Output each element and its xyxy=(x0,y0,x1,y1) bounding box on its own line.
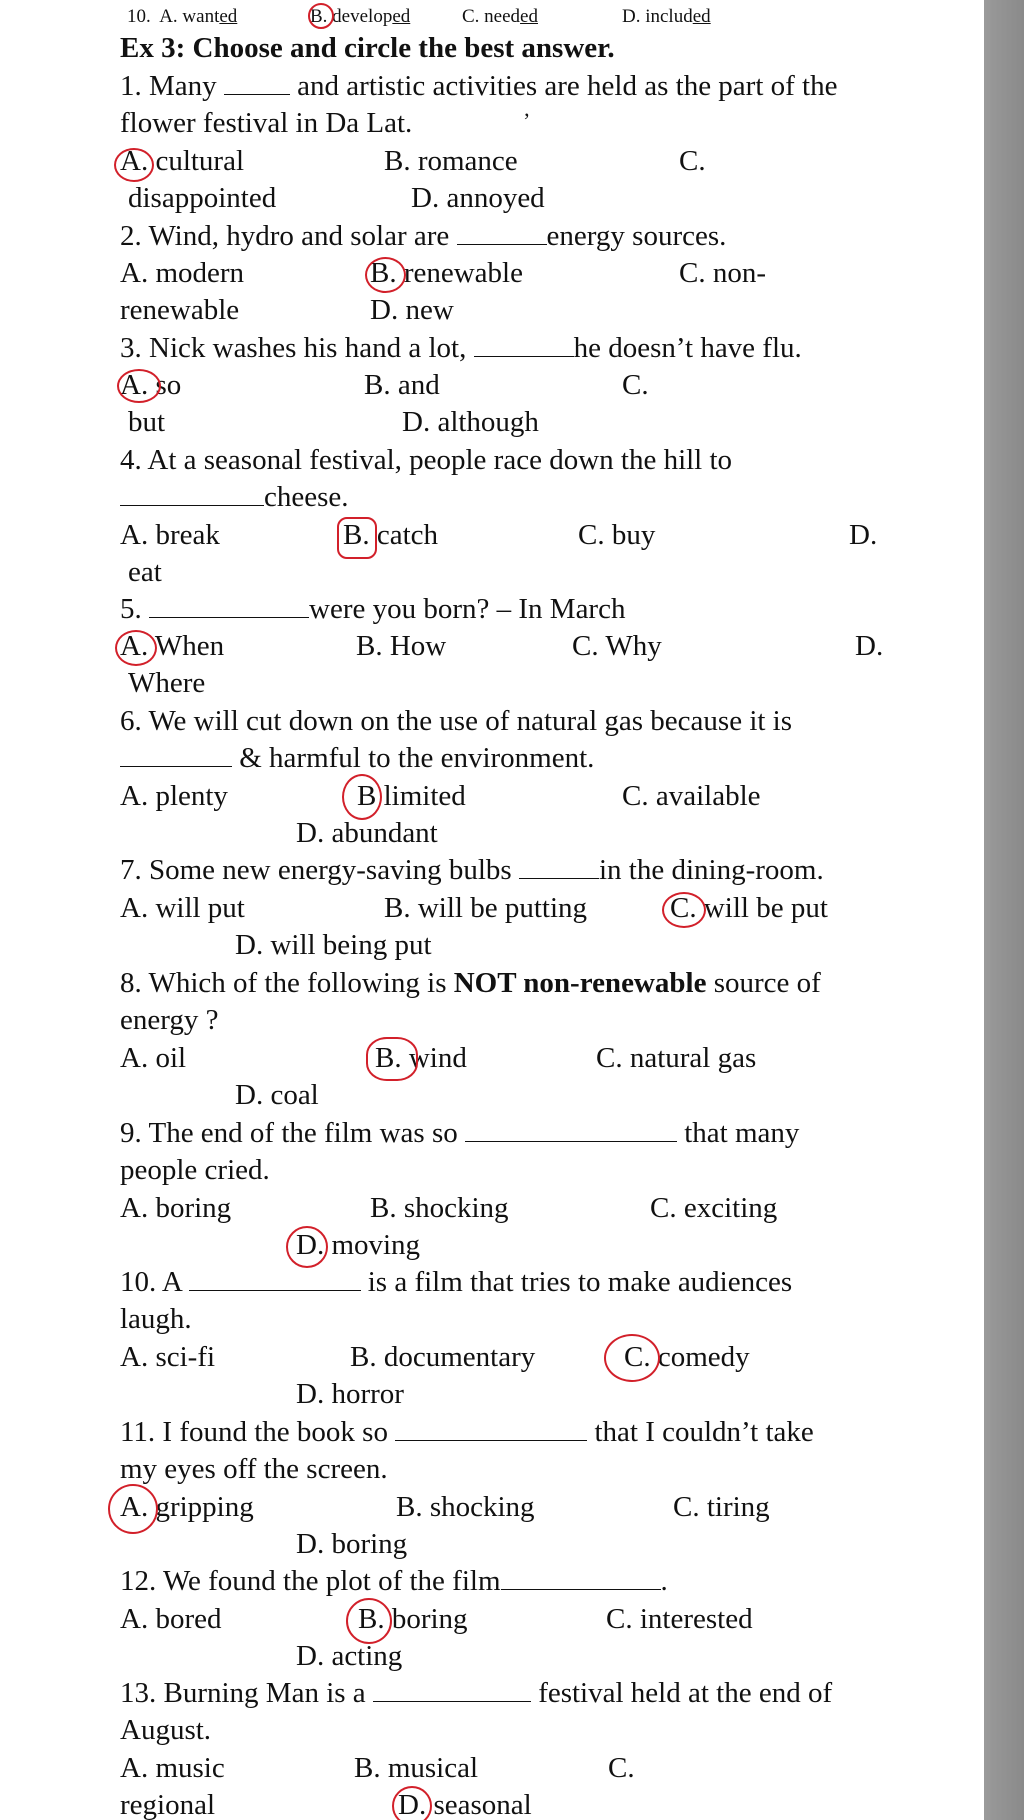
question-8-line-2: energy ? xyxy=(120,1004,219,1036)
q1-option-b[interactable]: B. romance xyxy=(384,145,518,177)
question-13-line-1: 13. Burning Man is a festival held at the end of xyxy=(120,1677,833,1709)
answer-blank xyxy=(465,1117,677,1142)
question-13-line-2: August. xyxy=(120,1714,212,1746)
q10-option-c[interactable]: C. comedy xyxy=(624,1341,750,1373)
q11-option-b[interactable]: B. shocking xyxy=(396,1491,535,1523)
question-4-line-1: 4. At a seasonal festival, people race down the hill to xyxy=(120,444,733,476)
question-4-line-2: cheese. xyxy=(120,479,349,516)
question-10-line-1: 10. A is a film that tries to make audiences xyxy=(120,1266,793,1298)
q8-option-a[interactable]: A. oil xyxy=(120,1042,187,1074)
q13-option-d[interactable]: D. seasonal xyxy=(398,1789,532,1820)
q3-option-d[interactable]: D. although xyxy=(402,406,539,438)
q5-option-b[interactable]: B. How xyxy=(356,630,447,662)
q9-option-b[interactable]: B. shocking xyxy=(370,1192,509,1224)
q13-option-b[interactable]: B. musical xyxy=(354,1752,479,1784)
q6-option-c[interactable]: C. available xyxy=(622,780,761,812)
answer-blank xyxy=(395,1416,587,1441)
q12-option-d[interactable]: D. acting xyxy=(296,1640,403,1672)
answer-blank xyxy=(501,1565,661,1590)
question-6-line-2: & harmful to the environment. xyxy=(120,740,594,777)
q2-option-d[interactable]: D. new xyxy=(370,294,454,326)
q9-option-d[interactable]: D. moving xyxy=(296,1229,421,1261)
top-opt-d: D. included xyxy=(622,6,711,27)
q5-option-a[interactable]: A. When xyxy=(120,630,225,662)
q8-option-d[interactable]: D. coal xyxy=(235,1079,319,1111)
answer-circle-q7 xyxy=(662,892,706,928)
q5-option-d[interactable]: D. xyxy=(855,630,884,662)
q4-option-d[interactable]: D. xyxy=(849,519,878,551)
q11-option-a[interactable]: A. gripping xyxy=(120,1491,254,1523)
question-10-line-2: laugh. xyxy=(120,1303,192,1335)
q2-option-a[interactable]: A. modern xyxy=(120,257,245,289)
answer-circle-q6 xyxy=(342,774,382,820)
q11-option-c[interactable]: C. tiring xyxy=(673,1491,770,1523)
q3-option-c-cont: but xyxy=(128,406,166,438)
q9-option-c[interactable]: C. exciting xyxy=(650,1192,778,1224)
q7-option-a[interactable]: A. will put xyxy=(120,892,245,924)
q7-option-d[interactable]: D. will being put xyxy=(235,929,432,961)
answer-blank xyxy=(120,481,264,506)
q13-option-a[interactable]: A. music xyxy=(120,1752,225,1784)
q7-option-c[interactable]: C. will be put xyxy=(670,892,828,924)
question-5-line-1: 5. were you born? – In March xyxy=(120,593,626,625)
q3-option-c[interactable]: C. xyxy=(622,369,649,401)
q1-option-c[interactable]: C. xyxy=(679,145,706,177)
q13-option-c[interactable]: C. xyxy=(608,1752,635,1784)
top-num: 10. xyxy=(127,6,151,27)
answer-circle-q5 xyxy=(115,630,157,666)
top-opt-a: A. wanted xyxy=(159,6,238,27)
q5-option-d-cont: Where xyxy=(128,667,206,699)
answer-circle-q13 xyxy=(392,1786,432,1820)
q7-option-b[interactable]: B. will be putting xyxy=(384,892,587,924)
q4-option-b[interactable]: B. catch xyxy=(343,519,439,551)
question-9-line-2: people cried. xyxy=(120,1154,270,1186)
q4-option-c[interactable]: C. buy xyxy=(578,519,656,551)
q1-option-a[interactable]: A. cultural xyxy=(120,145,245,177)
q4-option-d-cont: eat xyxy=(128,556,162,588)
answer-blank xyxy=(149,593,309,618)
q1-option-d[interactable]: D. annoyed xyxy=(411,182,545,214)
q8-option-b[interactable]: B. wind xyxy=(375,1042,467,1074)
question-12-line-1: 12. We found the plot of the film . xyxy=(120,1565,668,1597)
answer-blank xyxy=(120,742,232,767)
q9-option-a[interactable]: A. boring xyxy=(120,1192,232,1224)
q2-option-c[interactable]: C. non- xyxy=(679,257,766,289)
q6-option-b[interactable]: B limited xyxy=(357,780,466,812)
q10-option-d[interactable]: D. horror xyxy=(296,1378,404,1410)
answer-blank xyxy=(224,70,290,95)
q12-option-b[interactable]: B. boring xyxy=(358,1603,468,1635)
top-opt-c: C. needed xyxy=(462,6,538,27)
right-margin xyxy=(984,0,1024,1820)
question-8-line-1: 8. Which of the following is NOT non-renewable source of xyxy=(120,967,821,999)
q2-option-c-cont: renewable xyxy=(120,294,240,326)
question-1-line-1: 1. Many and artistic activities are held as the part of the xyxy=(120,70,838,102)
answer-circle-q3 xyxy=(117,369,161,403)
stray-mark: ’ xyxy=(523,108,531,133)
question-6-line-1: 6. We will cut down on the use of natural gas because it is xyxy=(120,705,793,737)
answer-blank xyxy=(474,332,574,357)
question-11-line-2: my eyes off the screen. xyxy=(120,1453,388,1485)
question-7-line-1: 7. Some new energy-saving bulbs in the dining-room. xyxy=(120,854,824,886)
q12-option-c[interactable]: C. interested xyxy=(606,1603,753,1635)
q2-option-b[interactable]: B. renewable xyxy=(370,257,523,289)
q12-option-a[interactable]: A. bored xyxy=(120,1603,222,1635)
answer-circle-top-b xyxy=(308,3,334,29)
question-9-line-1: 9. The end of the film was so that many xyxy=(120,1117,800,1149)
answer-blank xyxy=(519,854,599,879)
answer-circle-q2 xyxy=(365,257,406,293)
answer-blank xyxy=(373,1677,531,1702)
q11-option-d[interactable]: D. boring xyxy=(296,1528,408,1560)
question-1-line-2: flower festival in Da Lat. xyxy=(120,107,413,139)
q5-option-c[interactable]: C. Why xyxy=(572,630,662,662)
q10-option-a[interactable]: A. sci-fi xyxy=(120,1341,216,1373)
q1-option-c-cont: disappointed xyxy=(128,182,277,214)
answer-circle-q4 xyxy=(337,517,377,559)
q13-option-c-cont: regional xyxy=(120,1789,216,1820)
top-question-10 xyxy=(127,4,237,30)
q10-option-b[interactable]: B. documentary xyxy=(350,1341,536,1373)
q3-option-b[interactable]: B. and xyxy=(364,369,440,401)
q6-option-a[interactable]: A. plenty xyxy=(120,780,228,812)
answer-circle-q8 xyxy=(366,1037,418,1081)
q6-option-d[interactable]: D. abundant xyxy=(296,817,438,849)
answer-circle-q10 xyxy=(604,1334,660,1382)
q8-option-c[interactable]: C. natural gas xyxy=(596,1042,757,1074)
top-opt-b: B. developed xyxy=(310,6,411,27)
answer-circle-q11 xyxy=(108,1484,158,1534)
answer-circle-q9 xyxy=(286,1226,328,1268)
question-2-line-1: 2. Wind, hydro and solar are energy sources. xyxy=(120,220,727,252)
q3-option-a[interactable]: A. so xyxy=(120,369,182,401)
answer-blank xyxy=(457,220,547,245)
question-3-line-1: 3. Nick washes his hand a lot, he doesn’t have flu. xyxy=(120,332,802,364)
answer-circle-q12 xyxy=(346,1598,392,1644)
exercise-heading: Ex 3: Choose and circle the best answer. xyxy=(120,32,615,64)
q4-option-a[interactable]: A. break xyxy=(120,519,220,551)
question-11-line-1: 11. I found the book so that I couldn’t take xyxy=(120,1416,814,1448)
answer-circle-q1 xyxy=(114,148,154,182)
answer-blank xyxy=(189,1266,361,1291)
